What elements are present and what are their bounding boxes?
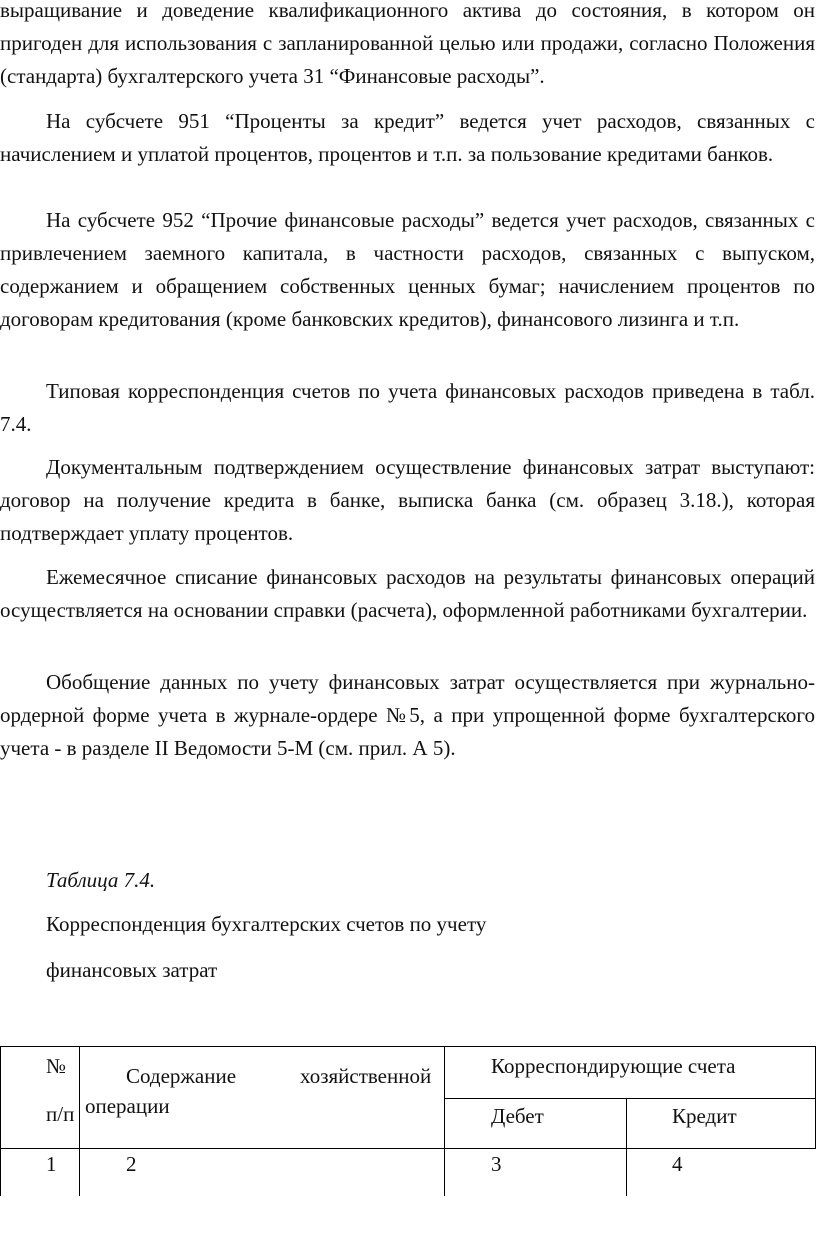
header-content-word1: Содержание [126, 1064, 237, 1088]
row-number-cell-3: 3 [491, 1152, 502, 1176]
paragraph-subaccount-952: На субсчете 952 “Прочие финансовые расходы” ведется учет расходов, связанных с привлечением заемного капитала, в частности расходов, связанных с выпуском, содержанием и обращением собственных ценных бумаг; начислением процентов по договорам кредитования (кроме банковских кредитов), финансового лизинга и т.п. [0, 208, 815, 331]
table-left-border [0, 1046, 1, 1196]
header-debit: Дебет [491, 1104, 544, 1128]
paragraph-subaccount-951: На субсчете 951 “Проценты за кредит” ведется учет расходов, связанных с начислением и уплатой процентов, процентов и т.п. за пользование кредитами банков. [0, 109, 815, 166]
row-number-cell-4: 4 [672, 1152, 683, 1176]
paragraph-monthly-writeoff: Ежемесячное списание финансовых расходов на результаты финансовых операций осуществляется на основании справки (расчета), оформленной работниками бухгалтерии. [0, 565, 815, 622]
table-col-divider-1 [79, 1046, 80, 1196]
header-corresponding-accounts: Корреспондирующие счета [491, 1054, 736, 1078]
table-top-border [0, 1046, 816, 1047]
paragraph-data-summary: Обобщение данных по учету финансовых затрат осуществляется при журнально-ордерной форме учета в журнале-ордере №5, а при упрощенной форме бухгалтерского учета - в разделе II Ведомости 5-М (см. прил. А 5). [0, 670, 815, 760]
header-number-symbol: № [46, 1054, 67, 1078]
table-label: Таблица 7.4. [46, 868, 156, 892]
table-title-line1: Корреспонденция бухгалтерских счетов по учету [46, 912, 487, 936]
header-content-word3: операции [85, 1094, 170, 1118]
row-number-cell-2: 2 [126, 1152, 137, 1176]
paragraph-documentary-evidence: Документальным подтверждением осуществление финансовых затрат выступают: договор на получение кредита в банке, выписка банка (см. образец 3.18.), которая подтверждает уплату процентов. [0, 455, 815, 545]
table-title-line2: финансовых затрат [46, 958, 218, 982]
paragraph-typical-correspondence: Типовая корреспонденция счетов по учета финансовых расходов приведена в табл. 7.4. [0, 379, 815, 436]
table-accounts-divider [444, 1098, 816, 1099]
table-col-divider-3 [626, 1098, 627, 1196]
header-number-abbrev: п/п [46, 1102, 75, 1126]
table-header-bottom-border [0, 1148, 816, 1149]
header-credit: Кредит [672, 1104, 737, 1128]
paragraph-continuation: выращивание и доведение квалификационного актива до состояния, в котором он пригоден для использования с запланированной целью или продажи, согласно Положения (стандарта) бухгалтерского учета 31 “Финансовые расходы”. [0, 0, 815, 88]
row-number-cell-1: 1 [46, 1152, 57, 1176]
header-content-word2: хозяйственной [300, 1064, 432, 1088]
correspondence-table [0, 1046, 816, 1196]
table-col-divider-2 [444, 1046, 445, 1196]
